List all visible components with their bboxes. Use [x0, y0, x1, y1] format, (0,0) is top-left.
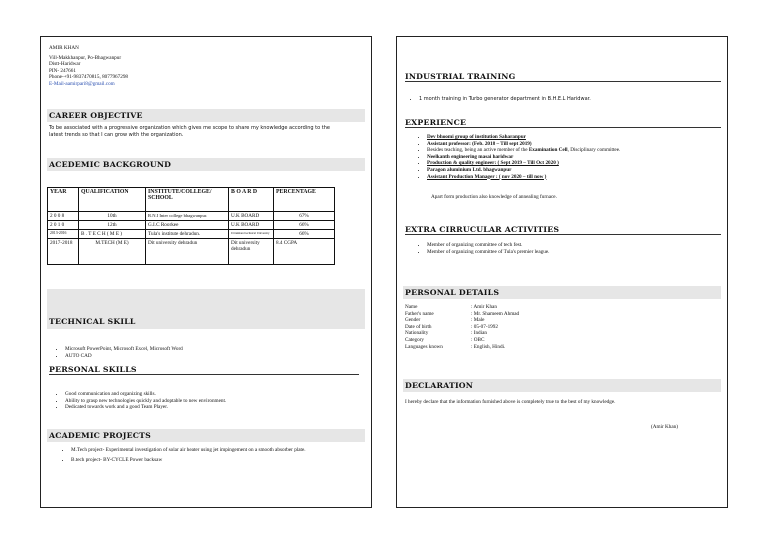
cell-qualification: M.TECH (M E) — [79, 239, 146, 265]
list-item: • Paragon aluminium Ltd. bhagwanpur — [427, 167, 727, 174]
col-header-board: B O A R D — [229, 188, 274, 212]
detail-row — [405, 344, 605, 351]
list-item: • Ability to grasp new technologies quickly and adoptable to new environment. — [65, 398, 365, 405]
address-line-2: Distt-Haridwar — [49, 61, 81, 68]
cell-percentage: 67% — [274, 212, 335, 221]
detail-label: Gender — [405, 317, 421, 324]
detail-label: Father's name — [405, 310, 434, 317]
list-item: • Neelkanth engineering masai haridwar — [427, 154, 727, 161]
list-item: • Production & quality engineer: ( Sept 2019 – Till Oct 2020 ) — [427, 160, 727, 167]
detail-label: Category — [405, 336, 425, 343]
signature-name: (Amir Khan) — [651, 424, 678, 430]
cell-qualification: B . T E C H ( M E ) — [79, 230, 146, 239]
declaration-heading: DECLARATION — [405, 381, 474, 390]
career-objective-text: To be associated with a progressive organization which gives me scope to share my knowledge according to the latest trends so that I can grow with the organization. — [49, 125, 330, 138]
detail-label: Languages known — [405, 343, 443, 350]
experience-text-bold: Examination Cell — [528, 147, 568, 154]
detail-label: Name — [405, 304, 418, 310]
list-item: • Dev bhoomi group of institution Saharanpur — [427, 134, 727, 141]
table-row — [48, 230, 335, 239]
cell-percentage: 8.4 CGPA — [274, 239, 335, 265]
detail-row — [405, 311, 605, 318]
cell-board: Dit university dehradun — [229, 239, 274, 265]
experience-text: , Disciplinary committee. — [567, 147, 621, 154]
phone-number: Phone-+91-9837470815, 8077967298 — [49, 74, 129, 81]
list-item: • Assistant Production Manager : ( nov 2020 – till now ) — [427, 174, 727, 181]
list-item: • Assistant professor: (Feb. 2018 – Till sept 2019) — [427, 141, 727, 148]
detail-value: : Amir Khan — [471, 304, 497, 310]
table-header-row — [48, 188, 335, 212]
cell-qualification: 12th — [79, 221, 146, 230]
detail-value: : Mr. Shameem Ahmad — [471, 310, 520, 317]
list-item: • Dedicated towards work and a good Team Player. — [65, 404, 365, 411]
list-item — [427, 147, 727, 154]
table-row — [48, 221, 335, 230]
list-item: • B.tech project- BY-CYCLE Power backsaw — [71, 457, 351, 464]
col-header-institute: INSTITUTE/COLLEGE/ SCHOOL — [146, 188, 229, 212]
cell-year: 2017-2018 — [48, 239, 79, 265]
personal-skills-list — [49, 391, 365, 411]
cell-board: U.K BOARD — [229, 212, 274, 221]
list-item: • Good communication and organizing skills. — [65, 391, 365, 398]
pin-code: PIN- 247661 — [49, 67, 76, 74]
col-header-qualification: QUALIFICATION — [79, 188, 146, 212]
experience-note: Apart form production also knowledge of annealing furnace. — [431, 194, 557, 200]
list-item: • Microsoft PowerPoint, Microsoft Excel, Microsoft Word — [65, 346, 365, 353]
resume-page-2 — [396, 36, 728, 508]
personal-details-heading: PERSONAL DETAILS — [405, 288, 500, 297]
career-objective-heading: CAREER OBJECTIVE — [49, 111, 143, 120]
table-row — [48, 212, 335, 221]
cell-year: 2 0 1 0 — [48, 221, 79, 230]
detail-value: : Indian — [471, 330, 487, 337]
projects-list — [55, 447, 351, 463]
detail-value: : 05-07-1992 — [471, 323, 498, 330]
list-item: • AUTO CAD — [65, 353, 365, 360]
col-header-percentage: PERCENTAGE — [274, 188, 335, 212]
list-item: • Member of organizing committee of tech fest. — [427, 242, 727, 249]
email-link[interactable]: E-Mail-aamirpari8@gmail.com — [49, 80, 115, 87]
cell-institute: G.I.C Roorkee — [146, 221, 229, 230]
academic-projects-heading: ACADEMIC PROJECTS — [49, 431, 152, 440]
resume-page-1 — [40, 36, 372, 508]
cell-institute: Dit university dehradun — [146, 239, 229, 265]
experience-text: Besides teaching, being an active member of the — [427, 147, 529, 154]
detail-value: : Male — [471, 317, 485, 324]
cell-board: U.K BOARD — [229, 221, 274, 230]
list-item: • 1 month training in Turbo generator department in B.H.E.L Haridwar. — [419, 96, 735, 103]
technical-skill-heading: TECHNICAL SKILL — [49, 317, 136, 326]
cell-year: 2 0 0 8 — [48, 212, 79, 221]
cell-institute: Tula's institute dehradun. — [146, 230, 229, 239]
detail-row — [405, 317, 605, 324]
col-header-year: YEAR — [48, 188, 79, 212]
cell-year: 2013-2016 — [48, 230, 79, 239]
personal-skills-heading: PERSONAL SKILLS — [49, 365, 359, 375]
cell-percentage: 66% — [274, 230, 335, 239]
detail-row — [405, 304, 605, 311]
cell-percentage: 66% — [274, 221, 335, 230]
extra-curricular-list — [411, 242, 727, 255]
cell-board: Uttrakhand technical University — [229, 230, 274, 239]
table-row — [48, 239, 335, 265]
experience-list — [411, 134, 727, 180]
personal-details-list — [405, 304, 605, 350]
cell-qualification: 10th — [79, 212, 146, 221]
industrial-training-heading: INDUSTRIAL TRAINING — [405, 72, 721, 82]
technical-skill-list — [49, 346, 365, 359]
list-item: • Member of organizing committee of Tula's premier league. — [427, 249, 727, 256]
training-list — [403, 96, 735, 103]
academic-background-heading: ACEDEMIC BACKGROUND — [49, 160, 172, 169]
experience-heading: EXPERIENCE — [405, 118, 721, 128]
candidate-name: AMIR KHAN — [49, 45, 79, 51]
detail-value: : OBC — [471, 336, 485, 343]
detail-value: : English, Hindi. — [471, 343, 506, 350]
detail-row — [405, 330, 605, 337]
declaration-text: I hereby declare that the information furnished above is completely true to the best of my knowledge. — [405, 399, 616, 405]
cell-institute: R.N.I Inter college bhagwanpur. — [146, 212, 229, 221]
detail-label: Nationality — [405, 330, 429, 337]
extra-curricular-heading: EXTRA CIRRUCULAR ACTIVITIES — [405, 225, 721, 235]
detail-row — [405, 324, 605, 331]
academic-table — [47, 187, 335, 265]
list-item: • M.Tech project- Experimental investigation of solar air heater using jet impingement on a smooth absorber plate. — [71, 447, 351, 454]
address-line-1: Vill-Makkhanpur, Po-Bhagwanpur — [49, 54, 122, 61]
detail-row — [405, 337, 605, 344]
contact-block — [49, 45, 128, 88]
detail-label: Date of birth — [405, 323, 432, 330]
